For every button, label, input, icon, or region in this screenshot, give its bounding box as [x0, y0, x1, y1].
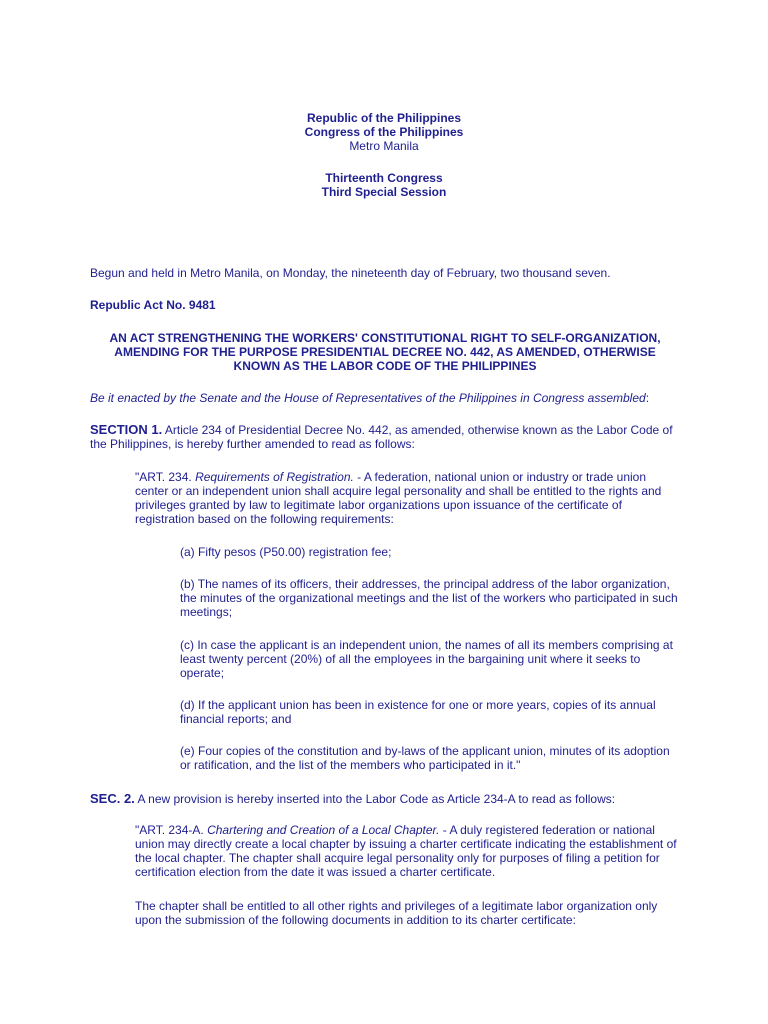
requirement-d: (d) If the applicant union has been in existence for one or more years, copies of its annual financial reports; and	[180, 698, 656, 726]
act-title: AN ACT STRENGTHENING THE WORKERS' CONSTITUTIONAL RIGHT TO SELF-ORGANIZATION, AMENDING FOR THE PURPOSE PRESIDENTIAL DECREE NO. 442, AS AMENDED, OTHERWISE KNOWN AS THE LABOR CODE OF THE PHILIPPINES	[109, 331, 661, 373]
requirement-b: (b) The names of its officers, their addresses, the principal address of the labor organization, the minutes of the organizational meetings and the list of the workers who participated in such meetings;	[180, 577, 678, 619]
article-234-text: - A federation, national union or industry or trade union center or an independent union shall acquire legal personality and shall be entitled to the rights and privileges granted by law to legitimate labor organizations upon issuance of the certificate of registration based on the following requirements:	[135, 470, 662, 526]
requirement-c: (c) In case the applicant is an independent union, the names of all its members comprising at least twenty percent (20%) of all the employees in the bargaining unit where it seeks to operate;	[180, 638, 673, 680]
header-congress: Congress of the Philippines	[304, 125, 464, 139]
begun-statement: Begun and held in Metro Manila, on Monday, the nineteenth day of February, two thousand seven.	[90, 266, 611, 280]
header-location: Metro Manila	[349, 139, 419, 153]
article-234a-prefix: "ART. 234-A.	[135, 823, 208, 837]
article-234a	[135, 823, 680, 879]
section-1-label: SECTION 1.	[90, 422, 163, 437]
section-2-label: SEC. 2.	[90, 791, 135, 806]
article-234a-heading: Chartering and Creation of a Local Chapter.	[207, 823, 440, 837]
article-234	[135, 470, 680, 526]
article-234-heading: Requirements of Registration.	[195, 470, 354, 484]
article-234-prefix: "ART. 234.	[135, 470, 196, 484]
article-234a-text: - A duly registered federation or national union may directly create a local chapter by issuing a charter certificate indicating the establishment of the local chapter. The chapter shall acquire legal personality only for purposes of filing a petition for certification election from the date it was issued a charter certificate.	[135, 823, 677, 879]
requirement-e: (e) Four copies of the constitution and by-laws of the applicant union, minutes of its adoption or ratification, and the list of the members who participated in it."	[180, 744, 670, 772]
section-1	[90, 423, 680, 451]
header-session: Third Special Session	[321, 185, 447, 199]
enacting-clause-colon: :	[645, 391, 650, 405]
section-2	[90, 792, 680, 806]
requirement-a: (a) Fifty pesos (P50.00) registration fee;	[180, 545, 392, 559]
act-number: Republic Act No. 9481	[90, 298, 216, 312]
enacting-clause-text: Be it enacted by the Senate and the House of Representatives of the Philippines in Congress assembled	[90, 391, 646, 405]
section-2-text: A new provision is hereby inserted into the Labor Code as Article 234-A to read as follows:	[134, 792, 616, 806]
chapter-rights: The chapter shall be entitled to all other rights and privileges of a legitimate labor organization only upon the submission of the following documents in addition to its charter certificate:	[135, 899, 658, 927]
header-republic: Republic of the Philippines	[306, 111, 461, 125]
header-congress-number: Thirteenth Congress	[325, 171, 443, 185]
section-1-text: Article 234 of Presidential Decree No. 442, as amended, otherwise known as the Labor Code of the Philippines, is hereby further amended to read as follows:	[90, 423, 673, 451]
enacting-clause	[90, 391, 680, 405]
